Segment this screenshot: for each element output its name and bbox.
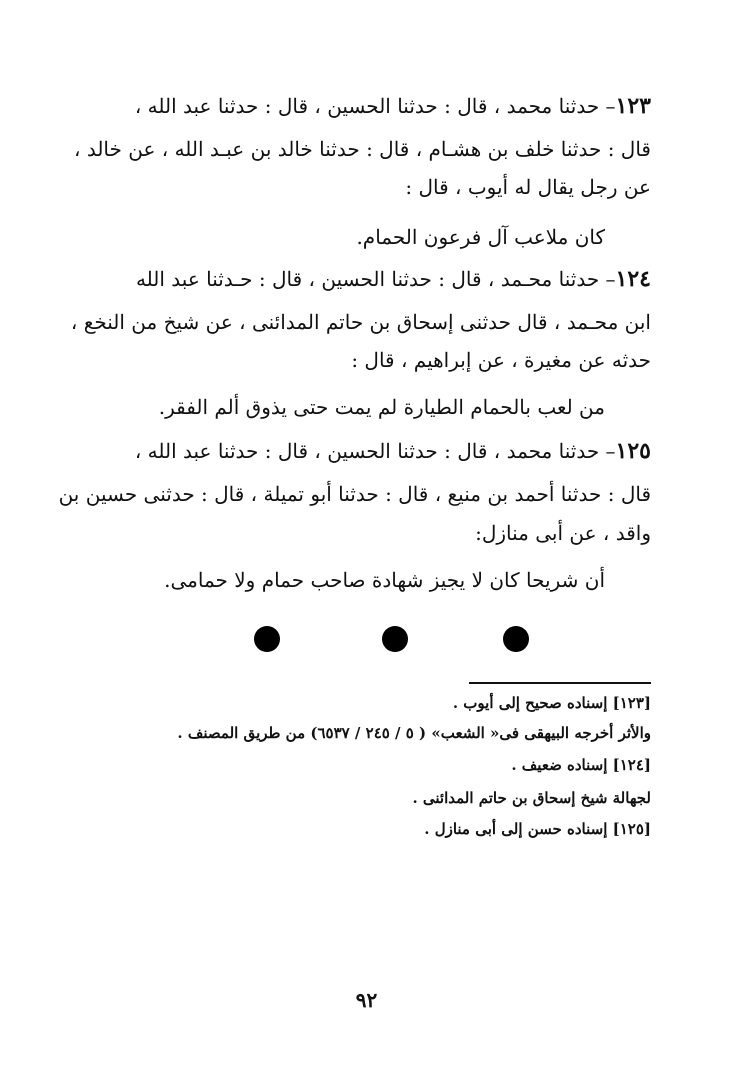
footnote-123-source: والأثر أخرجه البيهقى فى« الشعب» ( ٥ / ٢٤٥ / ٦٥٣٧) من طريق المصنف . bbox=[177, 724, 651, 742]
hadith-text: – حدثنا محـمد ، قال : حدثنا الحسين ، قال : حـدثنا عبد الله bbox=[135, 267, 616, 291]
hadith-124-line-3: حدثه عن مغيرة ، عن إبراهيم ، قال : bbox=[351, 348, 651, 372]
hadith-123-line-3: عن رجل يقال له أيوب ، قال : bbox=[405, 175, 651, 199]
hadith-123-line-1 bbox=[135, 91, 651, 121]
hadith-number: ١٢٥ bbox=[615, 438, 651, 464]
hadith-123-text: كان ملاعب آل فرعون الحمام. bbox=[356, 225, 605, 249]
hadith-number: ١٢٣ bbox=[615, 93, 651, 119]
hadith-number: ١٢٤ bbox=[615, 266, 651, 292]
footnote-124-reason: لجهالة شيخ إسحاق بن حاتم المدائنى . bbox=[412, 789, 651, 807]
hadith-124-text: من لعب بالحمام الطيارة لم يمت حتى يذوق ألم الفقر. bbox=[158, 395, 605, 419]
separator-dot bbox=[254, 626, 280, 652]
hadith-125-line-1 bbox=[135, 436, 651, 466]
hadith-123-line-2: قال : حدثنا خلف بن هشـام ، قال : حدثنا خالد بن عبـد الله ، عن خالد ، bbox=[74, 137, 651, 161]
footnote-123: [١٢٣] إسناده صحيح إلى أيوب . bbox=[452, 694, 651, 712]
hadith-124-line-2: ابن محـمد ، قال حدثنى إسحاق بن حاتم المدائنى ، عن شيخ من النخع ، bbox=[70, 310, 651, 334]
footnote-124: [١٢٤] إسناده ضعيف . bbox=[511, 756, 651, 774]
hadith-125-line-3: واقد ، عن أبى منازل: bbox=[475, 521, 651, 545]
hadith-124-line-1 bbox=[136, 264, 651, 294]
hadith-125-line-2: قال : حدثنا أحمد بن منيع ، قال : حدثنا أبو تميلة ، قال : حدثنى حسين بن bbox=[58, 482, 651, 506]
hadith-text: – حدثنا محمد ، قال : حدثنا الحسين ، قال : حدثنا عبد الله ، bbox=[134, 439, 616, 463]
section-separator bbox=[0, 626, 733, 656]
page-number: ٩٢ bbox=[355, 988, 378, 1012]
separator-dot bbox=[503, 626, 529, 652]
footnote-125: [١٢٥] إسناده حسن إلى أبى منازل . bbox=[424, 820, 651, 838]
footnote-divider bbox=[469, 682, 651, 684]
hadith-125-text: أن شريحا كان لا يجيز شهادة صاحب حمام ولا حمامى. bbox=[164, 568, 605, 592]
hadith-text: – حدثنا محمد ، قال : حدثنا الحسين ، قال : حدثنا عبد الله ، bbox=[134, 94, 616, 118]
separator-dot bbox=[382, 626, 408, 652]
